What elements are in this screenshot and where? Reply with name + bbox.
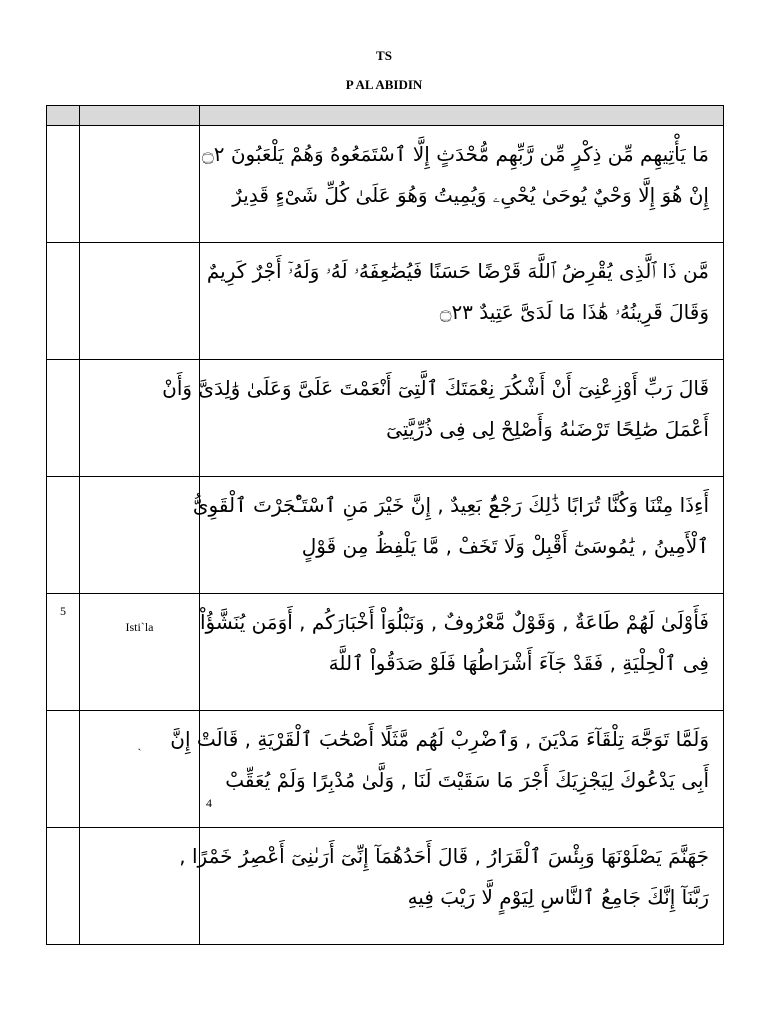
table-row bbox=[47, 711, 724, 828]
verse-line: جَهَنَّمَ يَصْلَوْنَهَا وَبِئْسَ ٱلْقَرَارُ , قَالَ أَحَدُهُمَآ إِنِّىٓ أَرَىٰنِىٓ أَعْصِرُ خَمْرًا , bbox=[179, 844, 709, 868]
document-subtitle: P AL ABIDIN bbox=[345, 77, 423, 92]
row-number bbox=[47, 828, 80, 945]
verse-line: مَا يَأْتِيهِم مِّن ذِكْرٍ مِّن رَّبِّهِم مُّحْدَثٍ إِلَّا ٱسْتَمَعُوهُ وَهُمْ يَلْعَبُونَ ۝٢ bbox=[202, 142, 709, 166]
row-term bbox=[80, 243, 200, 360]
verse-line: فَأَوْلَىٰ لَهُمْ طَاعَةٌ , وَقَوْلٌ مَّعْرُوفٌ , وَنَبْلُوَاْ أَخْبَارَكُم , أَوَمَن يُنَشَّؤُاْ bbox=[199, 610, 709, 634]
tajwid-table bbox=[46, 105, 724, 945]
verse-line: أَعْمَلَ صَٰلِحًا تَرْضَىٰهُ وَأَصْلِحْ لِى فِى ذُرِّيَّتِىٓ bbox=[386, 417, 709, 441]
table-row bbox=[47, 828, 724, 945]
verse-line: أَبِى يَدْعُوكَ لِيَجْزِيَكَ أَجْرَ مَا سَقَيْتَ لَنَا , وَلَّىٰ مُدْبِرًا وَلَمْ يُعَقِّبْ bbox=[225, 768, 709, 792]
verse-line: وَقَالَ قَرِينُهُۥ هَٰذَا مَا لَدَىَّ عَتِيدٌ ۝٢٣ bbox=[439, 300, 709, 324]
verse-line: رَبَّنَآ إِنَّكَ جَامِعُ ٱلنَّاسِ لِيَوْمٍ لَّا رَيْبَ فِيهِ bbox=[407, 885, 709, 909]
table-row bbox=[47, 477, 724, 594]
verse-line: مَّن ذَا ٱلَّذِى يُقْرِضُ ٱللَّهَ قَرْضًا حَسَنًا فَيُضَٰعِفَهُۥ لَهُۥ وَلَهُۥٓ أَجْرٌ كَرِيمٌ bbox=[206, 259, 709, 283]
row-number bbox=[47, 477, 80, 594]
header-cell-term bbox=[80, 106, 200, 126]
document-title: TS bbox=[376, 48, 392, 63]
verse-cell bbox=[162, 360, 724, 477]
verse-cell bbox=[170, 711, 724, 828]
row-number bbox=[47, 711, 80, 828]
table-row bbox=[47, 594, 724, 711]
table-header-row bbox=[47, 106, 724, 126]
row-number bbox=[47, 360, 80, 477]
row-term bbox=[80, 477, 200, 594]
verse-line: إِنْ هُوَ إِلَّا وَحْيٌ يُوحَىٰ يُحْىِۦ وَيُمِيتُ وَهُوَ عَلَىٰ كُلِّ شَىْءٍ قَدِيرٌ bbox=[232, 183, 709, 207]
verse-cell bbox=[200, 594, 724, 711]
row-number bbox=[47, 126, 80, 243]
verse-line: قَالَ رَبِّ أَوْزِعْنِىٓ أَنْ أَشْكُرَ نِعْمَتَكَ ٱلَّتِىٓ أَنْعَمْتَ عَلَىَّ وَعَلَىٰ وَٰلِدَىَّ وَأَنْ bbox=[162, 376, 709, 400]
row-term bbox=[80, 126, 200, 243]
table-row bbox=[47, 126, 724, 243]
table-row bbox=[47, 243, 724, 360]
verse-line: وَلَمَّا تَوَجَّهَ تِلْقَآءَ مَدْيَنَ , وَٱضْرِبْ لَهُم مَّثَلًا أَصْحَٰبَ ٱلْقَرْيَةِ , قَالَتْ إِنَّ bbox=[170, 727, 709, 751]
verse-cell bbox=[200, 126, 724, 243]
header-cell-no bbox=[47, 106, 80, 126]
verse-line: فِى ٱلْحِلْيَةِ , فَقَدْ جَآءَ أَشْرَاطُهَا فَلَوْ صَدَقُواْ ٱللَّهَ bbox=[328, 651, 709, 675]
row-term: Isti`la bbox=[80, 594, 200, 711]
row-number bbox=[47, 243, 80, 360]
header-cell-verses bbox=[200, 106, 724, 126]
verse-line: أَءِذَا مِتْنَا وَكُنَّا تُرَابًا ذَٰلِكَ رَجْعٌۢ بَعِيدٌ , إِنَّ خَيْرَ مَنِ ٱسْتَـْٔجَرْتَ ٱلْقَوِىُّ bbox=[192, 493, 709, 517]
verse-cell bbox=[179, 828, 724, 945]
table-row bbox=[47, 360, 724, 477]
row-number: 5 bbox=[47, 594, 80, 711]
row-term: ˏ bbox=[80, 711, 200, 828]
page-number: 4 bbox=[206, 796, 212, 810]
verse-cell bbox=[192, 477, 724, 594]
verse-line: ٱلْأَمِينُ , يَٰمُوسَىٰٓ أَقْبِلْ وَلَا تَخَفْ , مَّا يَلْفِظُ مِن قَوْلٍ bbox=[301, 534, 709, 558]
verse-cell bbox=[200, 243, 724, 360]
